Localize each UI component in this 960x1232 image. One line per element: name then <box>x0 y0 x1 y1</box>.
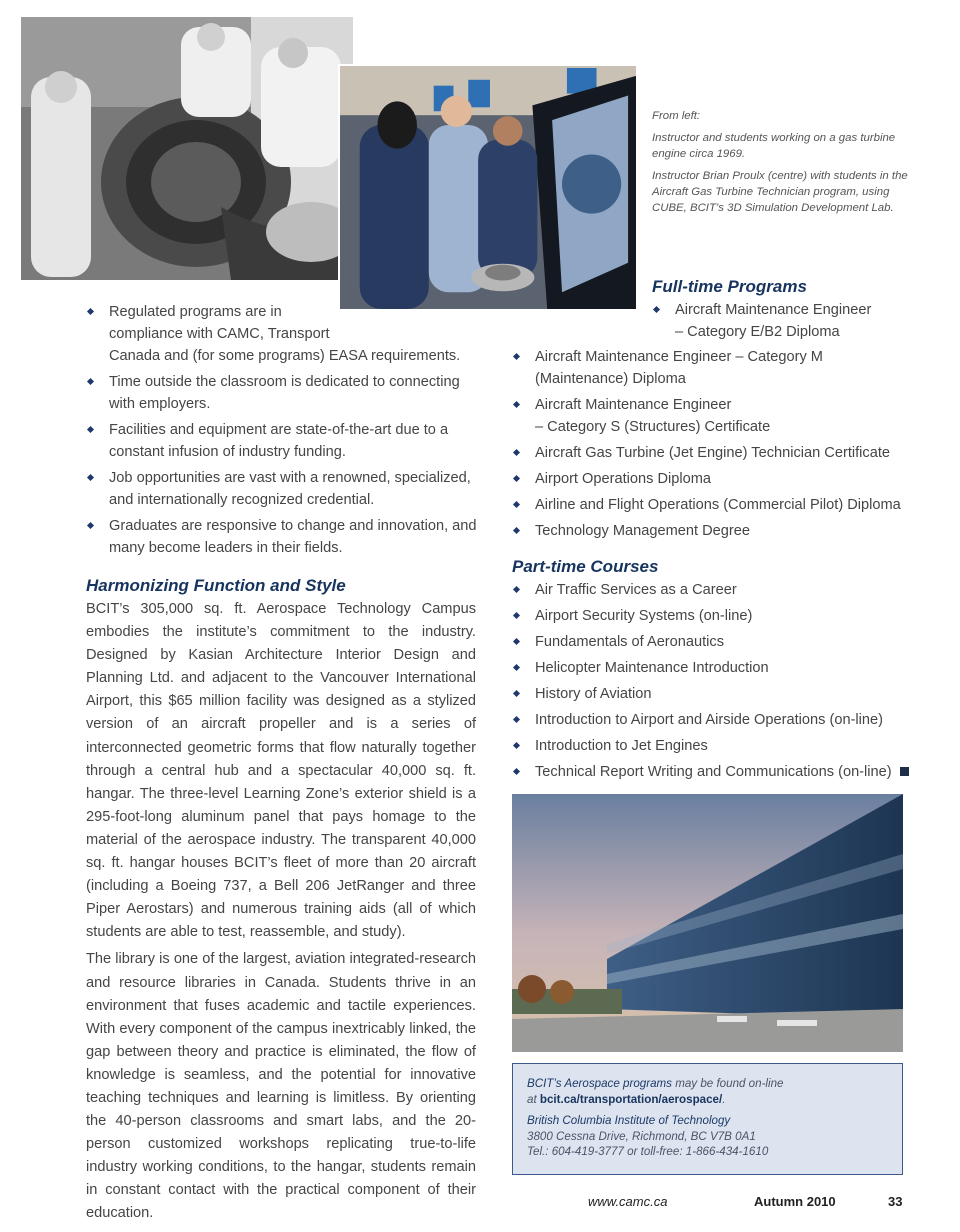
contact-info-box <box>512 1063 903 1175</box>
list-item <box>86 301 486 367</box>
list-item <box>512 442 932 464</box>
list-item <box>512 468 932 490</box>
photo-aerospace-campus-graphic <box>512 794 903 1052</box>
list-item-line: Airport Operations Diploma <box>535 471 712 487</box>
list-item-line: Regulated programs are in <box>109 304 282 320</box>
photo-gas-turbine-1969-graphic <box>21 17 353 280</box>
programs-info <box>527 1076 888 1107</box>
list-item-line: Aircraft Maintenance Engineer <box>675 302 872 318</box>
photo-aerospace-campus <box>512 794 903 1052</box>
footer-issue: Autumn 2010 <box>754 1194 836 1209</box>
bcit-url-link[interactable]: bcit.ca/transportation/aerospace/ <box>539 1092 723 1106</box>
full-time-heading: Full-time Programs <box>652 277 807 296</box>
list-item-line: Aircraft Gas Turbine (Jet Engine) Technician Certificate <box>535 445 891 461</box>
full-time-list <box>512 346 932 546</box>
full-time-list-first <box>652 299 912 347</box>
photo-gas-turbine-1969 <box>21 17 353 280</box>
list-item-line: Time outside the classroom is dedicated to connecting <box>109 374 460 390</box>
list-item-line: Canada and (for some programs) EASA requirements. <box>109 348 461 364</box>
url-prefix: at <box>527 1092 540 1106</box>
page-number: 33 <box>888 1194 903 1209</box>
list-item-line: Aircraft Maintenance Engineer – Category M <box>535 349 823 365</box>
end-of-article-mark-icon <box>900 767 909 776</box>
list-item <box>86 419 486 463</box>
list-item-line: compliance with CAMC, Transport <box>109 326 330 342</box>
harmonizing-heading: Harmonizing Function and Style <box>86 576 346 595</box>
list-item-line: Job opportunities are vast with a renowned, specialized, <box>109 470 471 486</box>
list-item: Fundamentals of Aeronautics <box>512 631 932 653</box>
list-item: Helicopter Maintenance Introduction <box>512 657 932 679</box>
list-item <box>512 761 932 783</box>
programs-line <box>527 1076 888 1092</box>
list-item <box>512 346 932 390</box>
caption-photo-1: Instructor and students working on a gas turbine engine circa 1969. <box>652 132 896 160</box>
list-item-line: Airline and Flight Operations (Commercial Pilot) Diploma <box>535 497 901 513</box>
list-item-line: many become leaders in their fields. <box>109 540 343 556</box>
photo-caption <box>652 108 917 222</box>
body-paragraph-2: The library is one of the largest, aviation integrated-research and resource libraries in Canada. Students thrive in an environment that fuses academic and tactile experiences. With every component of the campus inextricably linked, the gap between theory and practice is eliminated, the flow of knowledge is seamless, and the potential for innovative teaching techniques and learning is limitless. By orienting the 40-person classrooms and smart labs, and the 20-person customized workshops replicating true-to-life industry working conditions, to the hangar, students remain in constant contact with the practical component of their education. <box>86 951 476 1222</box>
list-item-line: with employers. <box>109 396 211 412</box>
list-item <box>512 520 932 542</box>
footer-url: www.camc.ca <box>588 1194 668 1209</box>
list-item: History of Aviation <box>512 683 932 705</box>
list-item <box>86 371 486 415</box>
programs-link[interactable]: BCIT’s Aerospace programs <box>527 1077 672 1090</box>
benefits-list <box>86 301 486 563</box>
caption-intro: From left: <box>652 110 701 122</box>
org-address: 3800 Cessna Drive, Richmond, BC V7B 0A1 <box>527 1129 756 1143</box>
list-item-line: (Maintenance) Diploma <box>535 371 686 387</box>
harmonizing-body <box>86 598 476 1230</box>
list-item-text: Technical Report Writing and Communications (on-line) <box>535 764 892 780</box>
list-item: Introduction to Airport and Airside Operations (on-line) <box>512 709 932 731</box>
programs-text: may be found on-line <box>671 1077 784 1090</box>
address-block <box>527 1113 888 1160</box>
list-item-line: constant infusion of industry funding. <box>109 444 346 460</box>
org-phone: Tel.: 604-419-3777 or toll-free: 1-866-434-1610 <box>527 1145 769 1158</box>
list-item <box>652 299 912 343</box>
list-item: Air Traffic Services as a Career <box>512 579 932 601</box>
url-line <box>527 1092 888 1108</box>
list-item-line: Facilities and equipment are state-of-the-art due to a <box>109 422 449 438</box>
photo-cube-lab <box>338 64 638 311</box>
list-item: Introduction to Jet Engines <box>512 735 932 757</box>
photo-cube-lab-graphic <box>340 66 636 309</box>
list-item <box>512 494 932 516</box>
org-name: British Columbia Institute of Technology <box>527 1114 731 1127</box>
list-item <box>512 394 932 438</box>
part-time-list <box>512 579 932 787</box>
caption-photo-2: Instructor Brian Proulx (centre) with students in the Aircraft Gas Turbine Technician program, using CUBE, BCIT’s 3D Simulation Development Lab. <box>652 170 908 214</box>
list-item-line: and internationally recognized credential. <box>109 492 375 508</box>
list-item-line: Aircraft Maintenance Engineer <box>535 397 732 413</box>
list-item-line: Graduates are responsive to change and innovation, and <box>109 518 477 534</box>
url-suffix: . <box>722 1092 726 1106</box>
list-item-line: – Category S (Structures) Certificate <box>535 419 771 435</box>
part-time-heading: Part-time Courses <box>512 557 659 576</box>
list-item <box>86 515 486 559</box>
list-item-line: Technology Management Degree <box>535 523 750 539</box>
list-item-line: – Category E/B2 Diploma <box>675 324 840 340</box>
body-paragraph-1: BCIT’s 305,000 sq. ft. Aerospace Technology Campus embodies the institute’s commitment to the industry. Designed by Kasian Architecture Interior Design and Planning Ltd. and adjacent to the Vancouver International Airport, this $65 million facility was designed as a stylized version of an aircraft propeller and is a series of interconnected geometric forms that flow naturally together through a central hub and a spectacular 40,000 sq. ft. hangar. The three-level Learning Zone’s exterior shield is a 295-foot-long aluminum panel that pays homage to the material of the aerospace industry. The transparent 40,000 sq. ft. hangar houses BCIT’s fleet of more than 20 aircraft (including a Boeing 737, a Bell 206 JetRanger and three Piper Aerostars) and numerous training aids (all of which students are able to test, reassemble, and study). <box>86 601 476 941</box>
list-item: Airport Security Systems (on-line) <box>512 605 932 627</box>
list-item <box>86 467 486 511</box>
